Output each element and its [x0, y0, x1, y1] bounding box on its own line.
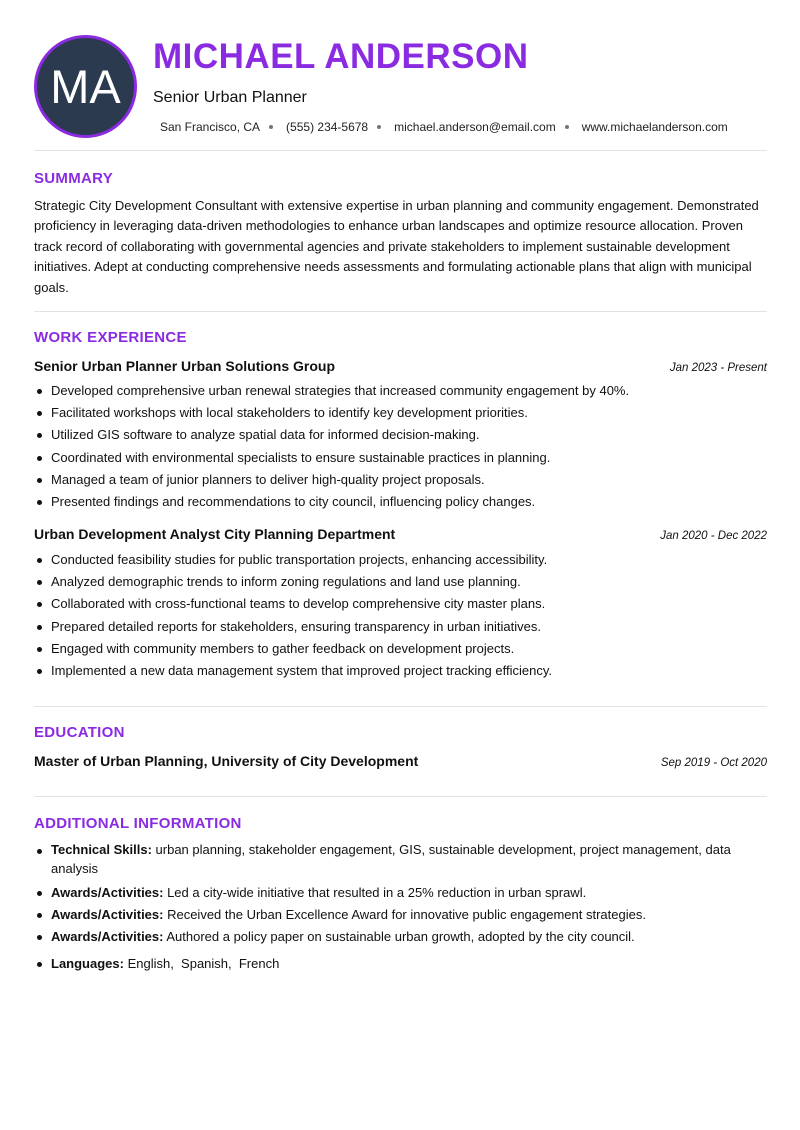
summary-text: Strategic City Development Consultant with extensive expertise in urban planning and community engagement. Demonstrated proficiency in leveraging data-driven methodologies to enhance urban landscapes and optimize resource allocation. Proven track record of collaborating with governmental agencies and private stakeholders to implement sustainable development initiatives. Adept at conducting comprehensive needs assessments and formulating actionable plans that align with municipal goals.: [34, 198, 759, 295]
additional-list: [51, 840, 756, 975]
bullet-separator: [269, 125, 273, 129]
bullet-separator: [377, 125, 381, 129]
list-item: Engaged with community members to gather feedback on development projects.: [51, 638, 771, 660]
list-item: [51, 840, 756, 878]
experience-heading: WORK EXPERIENCE: [34, 329, 187, 346]
item-label: Languages:: [51, 955, 124, 971]
divider: [34, 311, 767, 312]
job-bullets: [51, 380, 771, 513]
divider: [34, 796, 767, 797]
list-item: Presented findings and recommendations to city council, influencing policy changes.: [51, 491, 771, 513]
list-item: Developed comprehensive urban renewal strategies that increased community engagement by 40%.: [51, 380, 771, 402]
item-text: urban planning, stakeholder engagement, GIS, sustainable development, project management, data analysis: [51, 842, 731, 876]
divider: [34, 706, 767, 707]
avatar: [34, 35, 137, 138]
list-item: [51, 926, 756, 948]
list-item: Conducted feasibility studies for public transportation projects, enhancing accessibility.: [51, 549, 771, 571]
list-item: Prepared detailed reports for stakeholders, ensuring transparency in urban initiatives.: [51, 616, 771, 638]
list-item: Managed a team of junior planners to deliver high-quality project proposals.: [51, 469, 771, 491]
education-heading: EDUCATION: [34, 724, 125, 741]
item-label: Technical Skills:: [51, 842, 152, 857]
job-date: Jan 2023 - Present: [669, 362, 767, 374]
list-item: Utilized GIS software to analyze spatial data for informed decision-making.: [51, 424, 771, 446]
list-item: Collaborated with cross-functional teams to develop comprehensive city master plans.: [51, 593, 771, 615]
job-bullets: [51, 549, 771, 682]
job-header: [34, 526, 767, 542]
bullet-separator: [565, 125, 569, 129]
list-item: Analyzed demographic trends to inform zoning regulations and land use planning.: [51, 571, 771, 593]
degree: Master of Urban Planning, University of City Development: [34, 753, 419, 769]
job-header: [34, 358, 767, 374]
job-role: Urban Development Analyst City Planning Department: [34, 526, 396, 542]
list-item: [51, 882, 756, 904]
additional-heading: ADDITIONAL INFORMATION: [34, 815, 242, 832]
contact-website[interactable]: www.michaelanderson.com: [581, 120, 728, 134]
job-title: Senior Urban Planner: [153, 89, 307, 106]
divider: [34, 150, 767, 151]
item-label: Awards/Activities:: [51, 885, 164, 900]
item-text: Authored a policy paper on sustainable urban growth, adopted by the city council.: [163, 929, 635, 945]
education-date: Sep 2019 - Oct 2020: [660, 757, 767, 769]
summary-heading: SUMMARY: [34, 170, 114, 187]
job-date: Jan 2020 - Dec 2022: [660, 530, 767, 542]
education-entry: [34, 753, 767, 769]
item-text: English, Spanish, French: [123, 955, 280, 971]
list-item: Coordinated with environmental specialists to ensure sustainable practices in planning.: [51, 447, 771, 469]
contact-phone: (555) 234-5678: [286, 120, 369, 134]
list-item: Facilitated workshops with local stakeholders to identify key development priorities.: [51, 402, 771, 424]
list-item: [51, 953, 756, 975]
contact-line: [160, 120, 728, 134]
candidate-name: MICHAEL ANDERSON: [153, 37, 529, 76]
contact-email[interactable]: michael.anderson@email.com: [394, 120, 556, 134]
item-label: Awards/Activities:: [51, 929, 164, 945]
list-item: Implemented a new data management system that improved project tracking efficiency.: [51, 660, 771, 682]
item-text: Led a city-wide initiative that resulted in a 25% reduction in urban sprawl.: [163, 885, 587, 900]
item-text: Received the Urban Excellence Award for innovative public engagement strategies.: [163, 907, 646, 923]
avatar-initials: MA: [50, 60, 121, 113]
item-label: Awards/Activities:: [51, 907, 164, 923]
job-role: Senior Urban Planner Urban Solutions Group: [34, 358, 336, 374]
contact-location: San Francisco, CA: [160, 120, 261, 134]
list-item: [51, 904, 756, 926]
